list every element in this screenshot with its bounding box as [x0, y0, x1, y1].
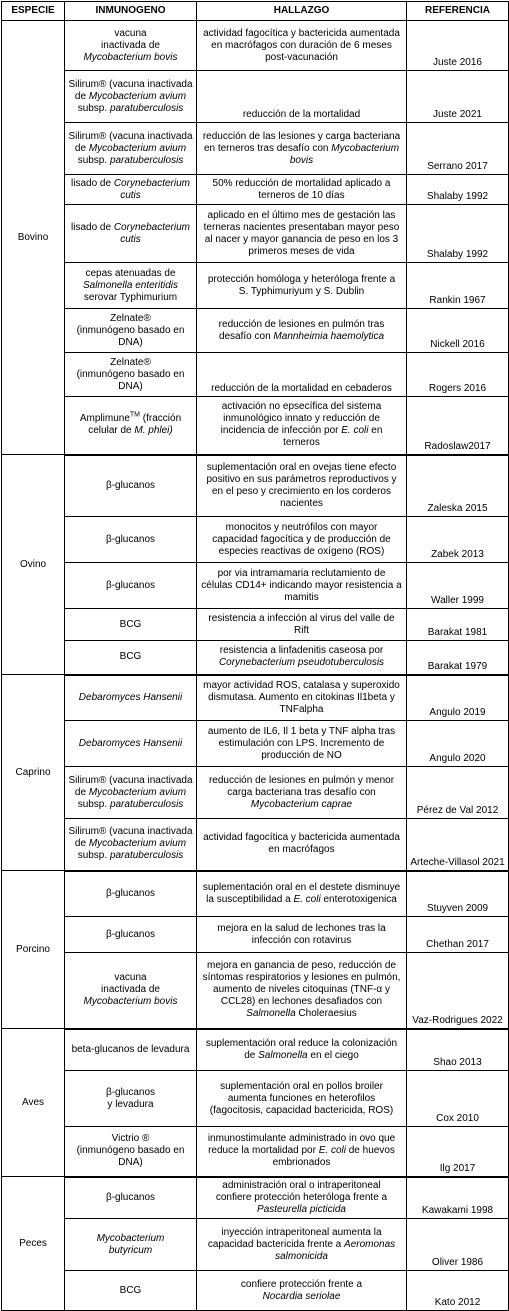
referencia-cell: Ilg 2017: [407, 1127, 509, 1177]
table-row: [2, 953, 509, 1029]
hallazgo-cell: inmunostimulante administrado in ovo que reduce la mortalidad por E. coli de huevos embrionados: [197, 1127, 407, 1177]
referencia-cell: Shalaby 1992: [407, 175, 509, 205]
referencia-cell: Cox 2010: [407, 1071, 509, 1127]
hallazgo-cell: aumento de IL6, Il 1 beta y TNF alpha tras estimulación con LPS. Incremento de producción de NO: [197, 721, 407, 767]
hallazgo-cell: inyección intraperitoneal aumenta la capacidad bactericida frente a Aeromonas salmonicida: [197, 1219, 407, 1271]
hallazgo-cell: mayor actividad ROS, catalasa y superoxido dismutasa. Aumento en citokinas Il1beta y TNFalpha: [197, 675, 407, 721]
hallazgo-cell: confiere protección frente a Nocardia seriolae: [197, 1271, 407, 1311]
referencia-cell: Pérez de Val 2012: [407, 767, 509, 819]
inmunogeno-cell: Mycobacterium butyricum: [65, 1219, 197, 1271]
inmunogeno-cell: vacuna inactivada de Mycobacterium bovis: [65, 21, 197, 71]
hallazgo-cell: activación no epsecífica del sistema inmunológico innato y reducción de incidencia de infección por E. coli en terneros: [197, 397, 407, 455]
species-cell-porcino: Porcino: [2, 871, 65, 1029]
inmunogeno-cell: vacuna inactivada de Mycobacterium bovis: [65, 953, 197, 1029]
hallazgo-cell: por via intramamaria reclutamiento de células CD14+ indicando mayor resistencia a mamitis: [197, 563, 407, 609]
referencia-cell: Rankin 1967: [407, 263, 509, 309]
table-row: [2, 819, 509, 871]
referencia-cell: Chethan 2017: [407, 917, 509, 953]
inmunogeno-cell: β-glucanos: [65, 455, 197, 517]
referencia-cell: Kawakami 1998: [407, 1177, 509, 1219]
species-cell-caprino: Caprino: [2, 675, 65, 871]
referencia-cell: Juste 2021: [407, 71, 509, 123]
table-row: [2, 353, 509, 397]
table-row: [2, 517, 509, 563]
inmunogeno-cell: lisado de Corynebacterium cutis: [65, 175, 197, 205]
species-cell-bovino: Bovino: [2, 21, 65, 455]
data-table: [1, 1, 509, 1311]
referencia-cell: Shao 2013: [407, 1029, 509, 1071]
inmunogeno-cell: Debaromyces Hansenii: [65, 721, 197, 767]
header-hallazgo: HALLAZGO: [197, 2, 407, 21]
header-especie: ESPECIE: [2, 2, 65, 21]
inmunogeno-cell: Silirum® (vacuna inactivada de Mycobacterium avium subsp. paratuberculosis: [65, 123, 197, 175]
referencia-cell: Angulo 2020: [407, 721, 509, 767]
hallazgo-cell: reducción de la mortalidad en cebaderos: [197, 353, 407, 397]
table-row: [2, 309, 509, 353]
referencia-cell: Stuyven 2009: [407, 871, 509, 917]
inmunogeno-cell: β-glucanos: [65, 563, 197, 609]
hallazgo-cell: reducción de la mortalidad: [197, 71, 407, 123]
hallazgo-cell: resistencia a infección al virus del valle de Rift: [197, 609, 407, 641]
hallazgo-cell: reducción de las lesiones y carga bacteriana en terneros tras desafío con Mycobacterium bovis: [197, 123, 407, 175]
table-row: [2, 641, 509, 675]
table-row: [2, 1177, 509, 1219]
referencia-cell: Barakat 1979: [407, 641, 509, 675]
table-row: [2, 1219, 509, 1271]
table-row: [2, 71, 509, 123]
inmunogeno-cell: Zelnate® (inmunógeno basado en DNA): [65, 353, 197, 397]
hallazgo-cell: administración oral o intraperitoneal confiere protección heteróloga frente a Pasteurella picticida: [197, 1177, 407, 1219]
referencia-cell: Shalaby 1992: [407, 205, 509, 263]
hallazgo-cell: monocitos y neutrófilos con mayor capacidad fagocítica y de producción de especies reactivas de oxígeno (ROS): [197, 517, 407, 563]
inmunogeno-cell: Amplimune™ (fracción celular de M. phlei): [65, 397, 197, 455]
header-inmunogeno: INMUNOGENO: [65, 2, 197, 21]
hallazgo-cell: suplementación oral en el destete disminuye la susceptibilidad a E. coli enterotoxigenica: [197, 871, 407, 917]
referencia-cell: Zaleska 2015: [407, 455, 509, 517]
table-row: [2, 123, 509, 175]
referencia-cell: Kato 2012: [407, 1271, 509, 1311]
inmunogeno-cell: BCG: [65, 1271, 197, 1311]
table-row: [2, 675, 509, 721]
referencia-cell: Vaz-Rodrigues 2022: [407, 953, 509, 1029]
inmunogeno-cell: Silirum® (vacuna inactivada de Mycobacterium avium subsp. paratuberculosis: [65, 71, 197, 123]
hallazgo-cell: actividad fagocítica y bactericida aumentada en macrófagos: [197, 819, 407, 871]
referencia-cell: Rogers 2016: [407, 353, 509, 397]
table-row: [2, 871, 509, 917]
table-row: [2, 1029, 509, 1071]
table-row: [2, 721, 509, 767]
inmunogeno-cell: BCG: [65, 641, 197, 675]
referencia-cell: Nickell 2016: [407, 309, 509, 353]
inmunogeno-cell: β-glucanos: [65, 871, 197, 917]
referencia-cell: Arteche-Villasol 2021: [407, 819, 509, 871]
inmunogeno-cell: β-glucanos: [65, 1177, 197, 1219]
referencia-cell: Angulo 2019: [407, 675, 509, 721]
hallazgo-cell: mejora en la salud de lechones tras la infección con rotavirus: [197, 917, 407, 953]
inmunogeno-cell: Silirum® (vacuna inactivada de Mycobacterium avium subsp. paratuberculosis: [65, 819, 197, 871]
hallazgo-cell: suplementación oral en ovejas tiene efecto positivo en sus parámetros reproductivos y en el peso y crecimiento en los corderos nacientes: [197, 455, 407, 517]
hallazgo-cell: protección homóloga y heteróloga frente a S. Typhimuriyum y S. Dublin: [197, 263, 407, 309]
inmunogeno-cell: β-glucanos: [65, 917, 197, 953]
referencia-cell: Zabek 2013: [407, 517, 509, 563]
inmunogeno-cell: β-glucanos: [65, 517, 197, 563]
header-referencia: REFERENCIA: [407, 2, 509, 21]
referencia-cell: Barakat 1981: [407, 609, 509, 641]
hallazgo-cell: reducción de lesiones en pulmón tras desafío con Mannheimia haemolytica: [197, 309, 407, 353]
species-cell-peces: Peces: [2, 1177, 65, 1311]
hallazgo-cell: actividad fagocítica y bactericida aumentada en macrófagos con duración de 6 meses post-vacunación: [197, 21, 407, 71]
hallazgo-cell: mejora en ganancia de peso, reducción de síntomas respiratorios y lesiones en pulmón, aumento de niveles citoquinas (TNF-α y CCL28) en lechones desafiados con Salmonella Choleraesius: [197, 953, 407, 1029]
hallazgo-cell: suplementación oral en pollos broiler aumenta funciones en heterofilos (fagocitosis, capacidad bactericida, ROS): [197, 1071, 407, 1127]
inmunogeno-cell: cepas atenuadas de Salmonella enteritidis serovar Typhimurium: [65, 263, 197, 309]
table-row: [2, 1071, 509, 1127]
referencia-cell: Radoslaw2017: [407, 397, 509, 455]
inmunogeno-cell: Victrio ® (inmunógeno basado en DNA): [65, 1127, 197, 1177]
table-row: [2, 563, 509, 609]
header-row: [2, 2, 509, 21]
species-cell-ovino: Ovino: [2, 455, 65, 675]
inmunogeno-cell: Debaromyces Hansenii: [65, 675, 197, 721]
table-row: [2, 609, 509, 641]
hallazgo-cell: resistencia a linfadenitis caseosa por Corynebacterium pseudotuberculosis: [197, 641, 407, 675]
inmunogeno-cell: β-glucanos y levadura: [65, 1071, 197, 1127]
referencia-cell: Serrano 2017: [407, 123, 509, 175]
table-row: [2, 767, 509, 819]
hallazgo-cell: 50% reducción de mortalidad aplicado a terneros de 10 días: [197, 175, 407, 205]
inmunogeno-cell: beta-glucanos de levadura: [65, 1029, 197, 1071]
table-row: [2, 455, 509, 517]
table-row: [2, 397, 509, 455]
inmunogeno-cell: lisado de Corynebacterium cutis: [65, 205, 197, 263]
inmunogeno-cell: Zelnate® (inmunógeno basado en DNA): [65, 309, 197, 353]
referencia-cell: Oliver 1986: [407, 1219, 509, 1271]
species-cell-aves: Aves: [2, 1029, 65, 1177]
table-row: [2, 21, 509, 71]
hallazgo-cell: suplementación oral reduce la colonización de Salmonella en el ciego: [197, 1029, 407, 1071]
table-row: [2, 917, 509, 953]
referencia-cell: Waller 1999: [407, 563, 509, 609]
table-row: [2, 263, 509, 309]
hallazgo-cell: aplicado en el último mes de gestación las terneras nacientes presentaban mayor peso al nacer y mayor ganancia de peso en los 3 primeros meses de vida: [197, 205, 407, 263]
table-row: [2, 1127, 509, 1177]
inmunogeno-cell: Silirum® (vacuna inactivada de Mycobacterium avium subsp. paratuberculosis: [65, 767, 197, 819]
referencia-cell: Juste 2016: [407, 21, 509, 71]
hallazgo-cell: reducción de lesiones en pulmón y menor carga bacteriana tras desafío con Mycobacterium caprae: [197, 767, 407, 819]
table-row: [2, 205, 509, 263]
inmunogeno-cell: BCG: [65, 609, 197, 641]
table-row: [2, 175, 509, 205]
